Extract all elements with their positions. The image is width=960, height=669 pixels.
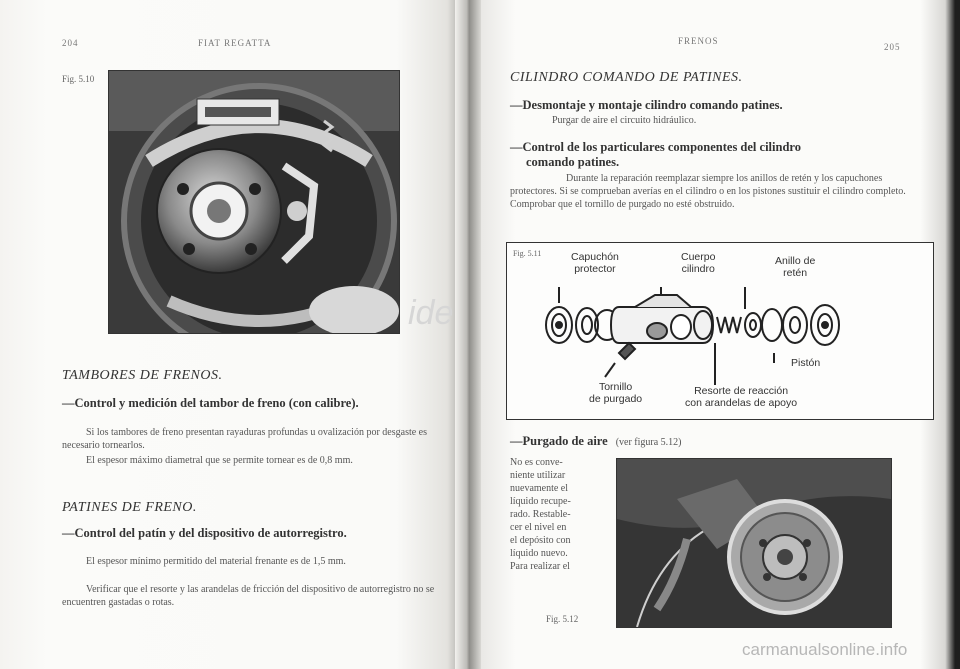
label-tornillo: Tornillo de purgado	[589, 381, 643, 405]
section-title: TAMBORES DE FRENOS.	[62, 368, 223, 383]
page-number: 205	[884, 42, 901, 52]
brake-drum-photo	[616, 458, 892, 628]
faint-watermark: ide	[408, 294, 454, 332]
item-title: comando patines.	[526, 155, 620, 169]
site-watermark: carmanualsonline.info	[742, 640, 908, 659]
figure-caption: Fig. 5.12	[546, 614, 579, 624]
item-text: Durante la reparación reemplazar siempre los anillos de retén y los capuchones protectores. Si se comprueban averías en el cilindro o en los pistones sustituir el cilindro completo. Comprobar que el tornillo de purgado no esté obstruido.	[510, 173, 906, 210]
text-line: cer el nivel en	[510, 522, 567, 533]
paragraph: El espesor máximo diametral que se permite tornear es de 0,8 mm.	[86, 455, 353, 466]
label-anillo: Anillo de retén	[775, 255, 816, 279]
item-text: Purgar de aire el circuito hidráulico.	[552, 115, 697, 126]
left-page	[0, 0, 466, 669]
text-line: rado. Restable-	[510, 509, 571, 520]
figure-caption: Fig. 5.10	[62, 74, 95, 84]
text-line: Para realizar el	[510, 561, 570, 572]
running-head: FIAT REGATTA	[198, 38, 272, 48]
item-title: —Desmontaje y montaje cilindro comando patines.	[510, 98, 783, 112]
running-head: FRENOS	[678, 36, 719, 46]
cylinder-diagram	[506, 242, 934, 420]
text-line: No es conve-	[510, 457, 563, 468]
book-gutter	[455, 0, 481, 669]
item-title-row	[510, 432, 682, 450]
section-subtitle: —Control y medición del tambor de freno (con calibre).	[62, 396, 359, 410]
figure-caption: Fig. 5.11	[513, 249, 542, 258]
item-title: —Purgado de aire	[510, 434, 608, 448]
brake-drum-illustration	[109, 71, 399, 333]
section-subtitle: —Control del patín y del dispositivo de autorregistro.	[62, 526, 347, 540]
item-text-column	[510, 456, 610, 573]
paragraph: El espesor mínimo permitido del material frenante es de 1,5 mm.	[86, 556, 346, 567]
paragraph: Verificar que el resorte y las arandelas de fricción del dispositivo de autorregistro no se encuentren gastadas o rotas.	[62, 584, 435, 608]
label-capuchon: Capuchón protector	[571, 251, 619, 275]
item-title: —Control de los particulares componentes del cilindro	[510, 140, 801, 154]
item-reference: (ver figura 5.12)	[615, 437, 682, 448]
brake-shoe-photo	[108, 70, 400, 334]
label-cuerpo: Cuerpo cilindro	[681, 251, 716, 275]
text-line: el depósito con	[510, 535, 571, 546]
text-line: nuevamente el	[510, 483, 569, 494]
section-title: PATINES DE FRENO.	[62, 500, 197, 515]
label-resorte: Resorte de reacción con arandelas de apoyo	[685, 385, 798, 409]
text-line: líquido nuevo.	[510, 548, 568, 559]
wheel-drum-illustration	[617, 459, 891, 627]
page-number: 204	[62, 38, 79, 48]
right-page	[466, 0, 960, 669]
paragraph: Si los tambores de freno presentan rayaduras profundas u ovalización por desgaste es necesario tornearlos.	[62, 427, 428, 451]
label-piston: Pistón	[791, 357, 821, 369]
text-line: niente utilizar	[510, 470, 566, 481]
text-line: líquido recupe-	[510, 496, 571, 507]
cylinder-parts-drawing	[507, 243, 933, 419]
section-title: CILINDRO COMANDO DE PATINES.	[510, 70, 743, 85]
